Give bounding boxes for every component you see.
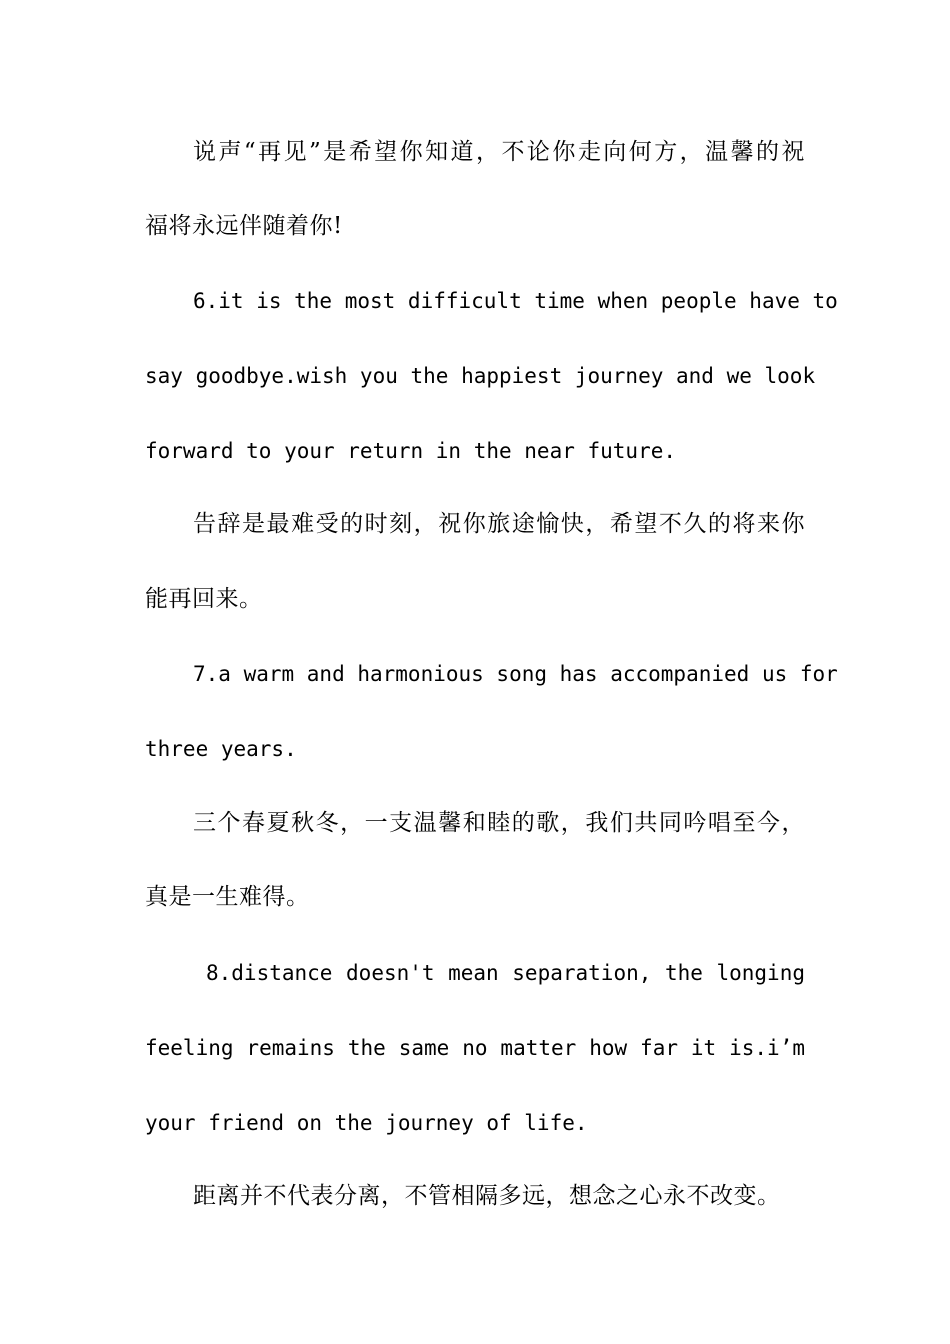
- paragraph-line: 距离并不代表分离，不管相隔多远，想念之心永不改变。: [193, 1183, 781, 1209]
- paragraph-line: 6.it is the most difficult time when people have to: [193, 289, 838, 313]
- paragraph-line: 告辞是最难受的时刻，祝你旅途愉快，希望不久的将来你: [193, 511, 805, 537]
- paragraph-line: say goodbye.wish you the happiest journey and we look: [145, 364, 816, 388]
- paragraph-line: 8.distance doesn't mean separation, the longing: [206, 961, 805, 985]
- paragraph-line: feeling remains the same no matter how far it is.i’m: [145, 1036, 805, 1060]
- paragraph-line: forward to your return in the near future.: [145, 439, 677, 463]
- paragraph-line: three years.: [145, 737, 297, 761]
- paragraph-line: 三个春夏秋冬，一支温馨和睦的歌，我们共同吟唱至今，: [193, 810, 805, 836]
- paragraph-line: 福将永远伴随着你!: [145, 213, 343, 239]
- paragraph-line: 真是一生难得。: [145, 884, 310, 910]
- paragraph-line: 说声“再见”是希望你知道，不论你走向何方，温馨的祝: [193, 139, 805, 165]
- paragraph-line: 7.a warm and harmonious song has accompanied us for: [193, 662, 838, 686]
- paragraph-line: your friend on the journey of life.: [145, 1111, 588, 1135]
- paragraph-line: 能再回来。: [145, 586, 263, 612]
